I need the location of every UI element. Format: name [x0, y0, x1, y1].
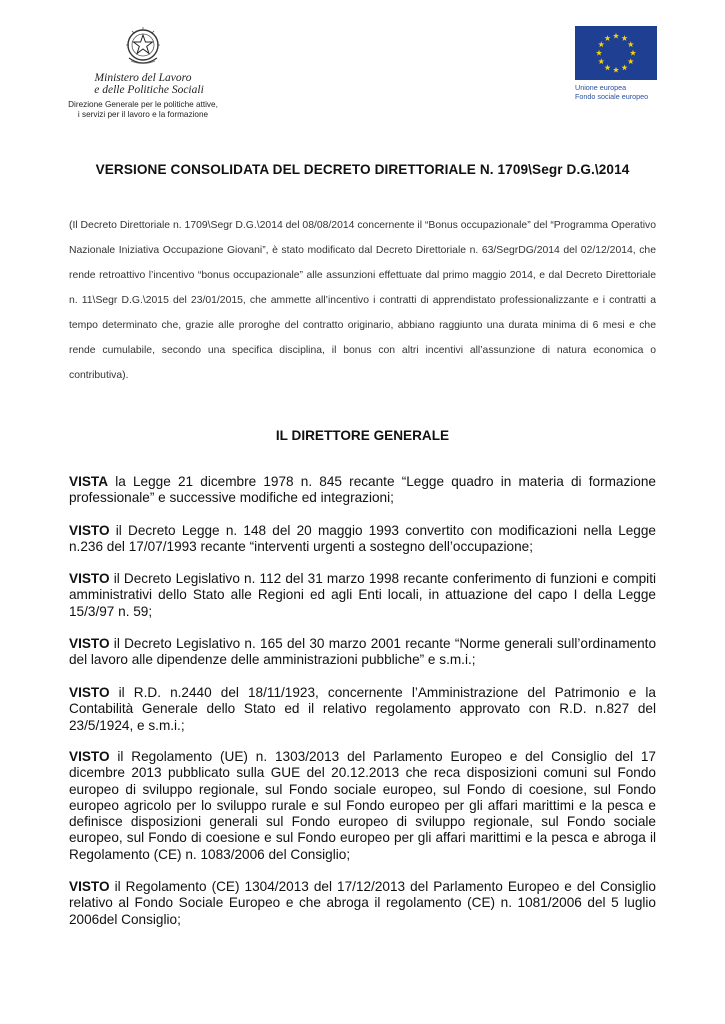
clause-keyword: VISTO [69, 879, 110, 894]
document-title: VERSIONE CONSOLIDATA DEL DECRETO DIRETTORIALE N. 1709\Segr D.G.\2014 [95, 162, 630, 177]
clause-keyword: VISTA [69, 474, 109, 489]
clause-text: il R.D. n.2440 del 18/11/1923, concernente l’Amministrazione del Patrimonio e la Contabilità Generale dello Stato ed il relativo regolamento approvato con R.D. n.827 del 23/5/1924, e s.m.i.; [69, 685, 656, 733]
clause-4 [69, 636, 656, 669]
clause-text: il Regolamento (UE) n. 1303/2013 del Parlamento Europeo e del Consiglio del 17 dicembre 2013 pubblicato sulla GUE del 20.12.2013 che reca disposizioni comuni sul Fondo europeo di sviluppo regionale, sul Fondo sociale europeo, sul Fondo di coesione, sul Fondo europeo agricolo per lo sviluppo rurale e sul Fondo europeo per gli affari marittimi e la pesca e definisce disposizioni generali sul Fondo europeo di sviluppo regionale, sul Fondo sociale europeo, sul Fondo di coesione e sul Fondo europeo per gli affari marittimi e la pesca e abroga il Regolamento (CE) n. 1083/2006 del Consiglio; [69, 749, 656, 862]
clause-1 [69, 474, 656, 507]
clause-keyword: VISTO [69, 749, 110, 764]
clause-keyword: VISTO [69, 523, 110, 538]
eu-caption [575, 83, 657, 101]
clause-keyword: VISTO [69, 685, 110, 700]
ministry-header [58, 24, 228, 120]
clause-2 [69, 523, 656, 556]
clause-5 [69, 685, 656, 734]
eu-caption-line2: Fondo sociale europeo [575, 92, 649, 101]
ministry-name-line1: Ministero del Lavoro [94, 72, 192, 84]
clause-keyword: VISTO [69, 571, 110, 586]
section-heading: IL DIRETTORE GENERALE [275, 428, 450, 443]
italian-republic-emblem-icon [123, 24, 163, 68]
eu-caption-line1: Unione europea [575, 83, 627, 92]
direzione-line2: i servizi per il lavoro e la formazione [77, 110, 209, 119]
direzione-generale [58, 100, 228, 120]
clause-7 [69, 879, 656, 928]
clause-text: il Regolamento (CE) 1304/2013 del 17/12/2013 del Parlamento Europeo e del Consiglio relativo al Fondo Sociale Europeo e che abroga il regolamento (CE) n. 1081/2006 del 5 luglio 2006del Consiglio; [69, 879, 656, 927]
intro-paragraph: (Il Decreto Direttoriale n. 1709\Segr D.G.\2014 del 08/08/2014 concernente il “Bonus occupazionale” del “Programma Operativo Nazionale Iniziativa Occupazione Giovani”, è stato modificato dal Decreto Direttoriale n. 63/SegrDG/2014 del 02/12/2014, che rende retroattivo l’incentivo “bonus occupazionale” alle assunzioni effettuate dal primo maggio 2014, e dal Decreto Direttoriale n. 11\Segr D.G.\2015 del 23/01/2015, che ammette all’incentivo i contratti di apprendistato professionalizzante e i contratti a tempo determinato che, grazie alle proroghe del contratto originario, abbiano raggiunto una durata minima di 6 mesi e che rende cumulabile, secondo una specifica disciplina, il bonus con altri incentivi all’assunzione di natura economica o contributiva). [69, 220, 656, 381]
eu-logo [575, 26, 657, 101]
eu-flag-icon [575, 26, 657, 80]
clause-text: la Legge 21 dicembre 1978 n. 845 recante “Legge quadro in materia di formazione professionale” e successive modifiche ed integrazioni; [69, 474, 656, 506]
ministry-name [58, 72, 228, 96]
clause-text: il Decreto Legislativo n. 112 del 31 marzo 1998 recante conferimento di funzioni e compiti amministrativi dello Stato alle Regioni ed agli Enti locali, in attuazione del capo I della Legge 15/3/97 n. 59; [69, 571, 656, 619]
clause-3 [69, 571, 656, 620]
clause-text: il Decreto Legge n. 148 del 20 maggio 1993 convertito con modificazioni nella Legge n.236 del 17/07/1993 recante “interventi urgenti a sostegno dell’occupazione; [69, 523, 656, 555]
clause-6 [69, 749, 656, 863]
ministry-name-line2: e delle Politiche Sociali [94, 84, 204, 96]
direzione-line1: Direzione Generale per le politiche attive, [68, 100, 218, 109]
clause-keyword: VISTO [69, 636, 110, 651]
clause-text: il Decreto Legislativo n. 165 del 30 marzo 2001 recante “Norme generali sull’ordinamento del lavoro alle dipendenze delle amministrazioni pubbliche” e s.m.i.; [69, 636, 656, 668]
